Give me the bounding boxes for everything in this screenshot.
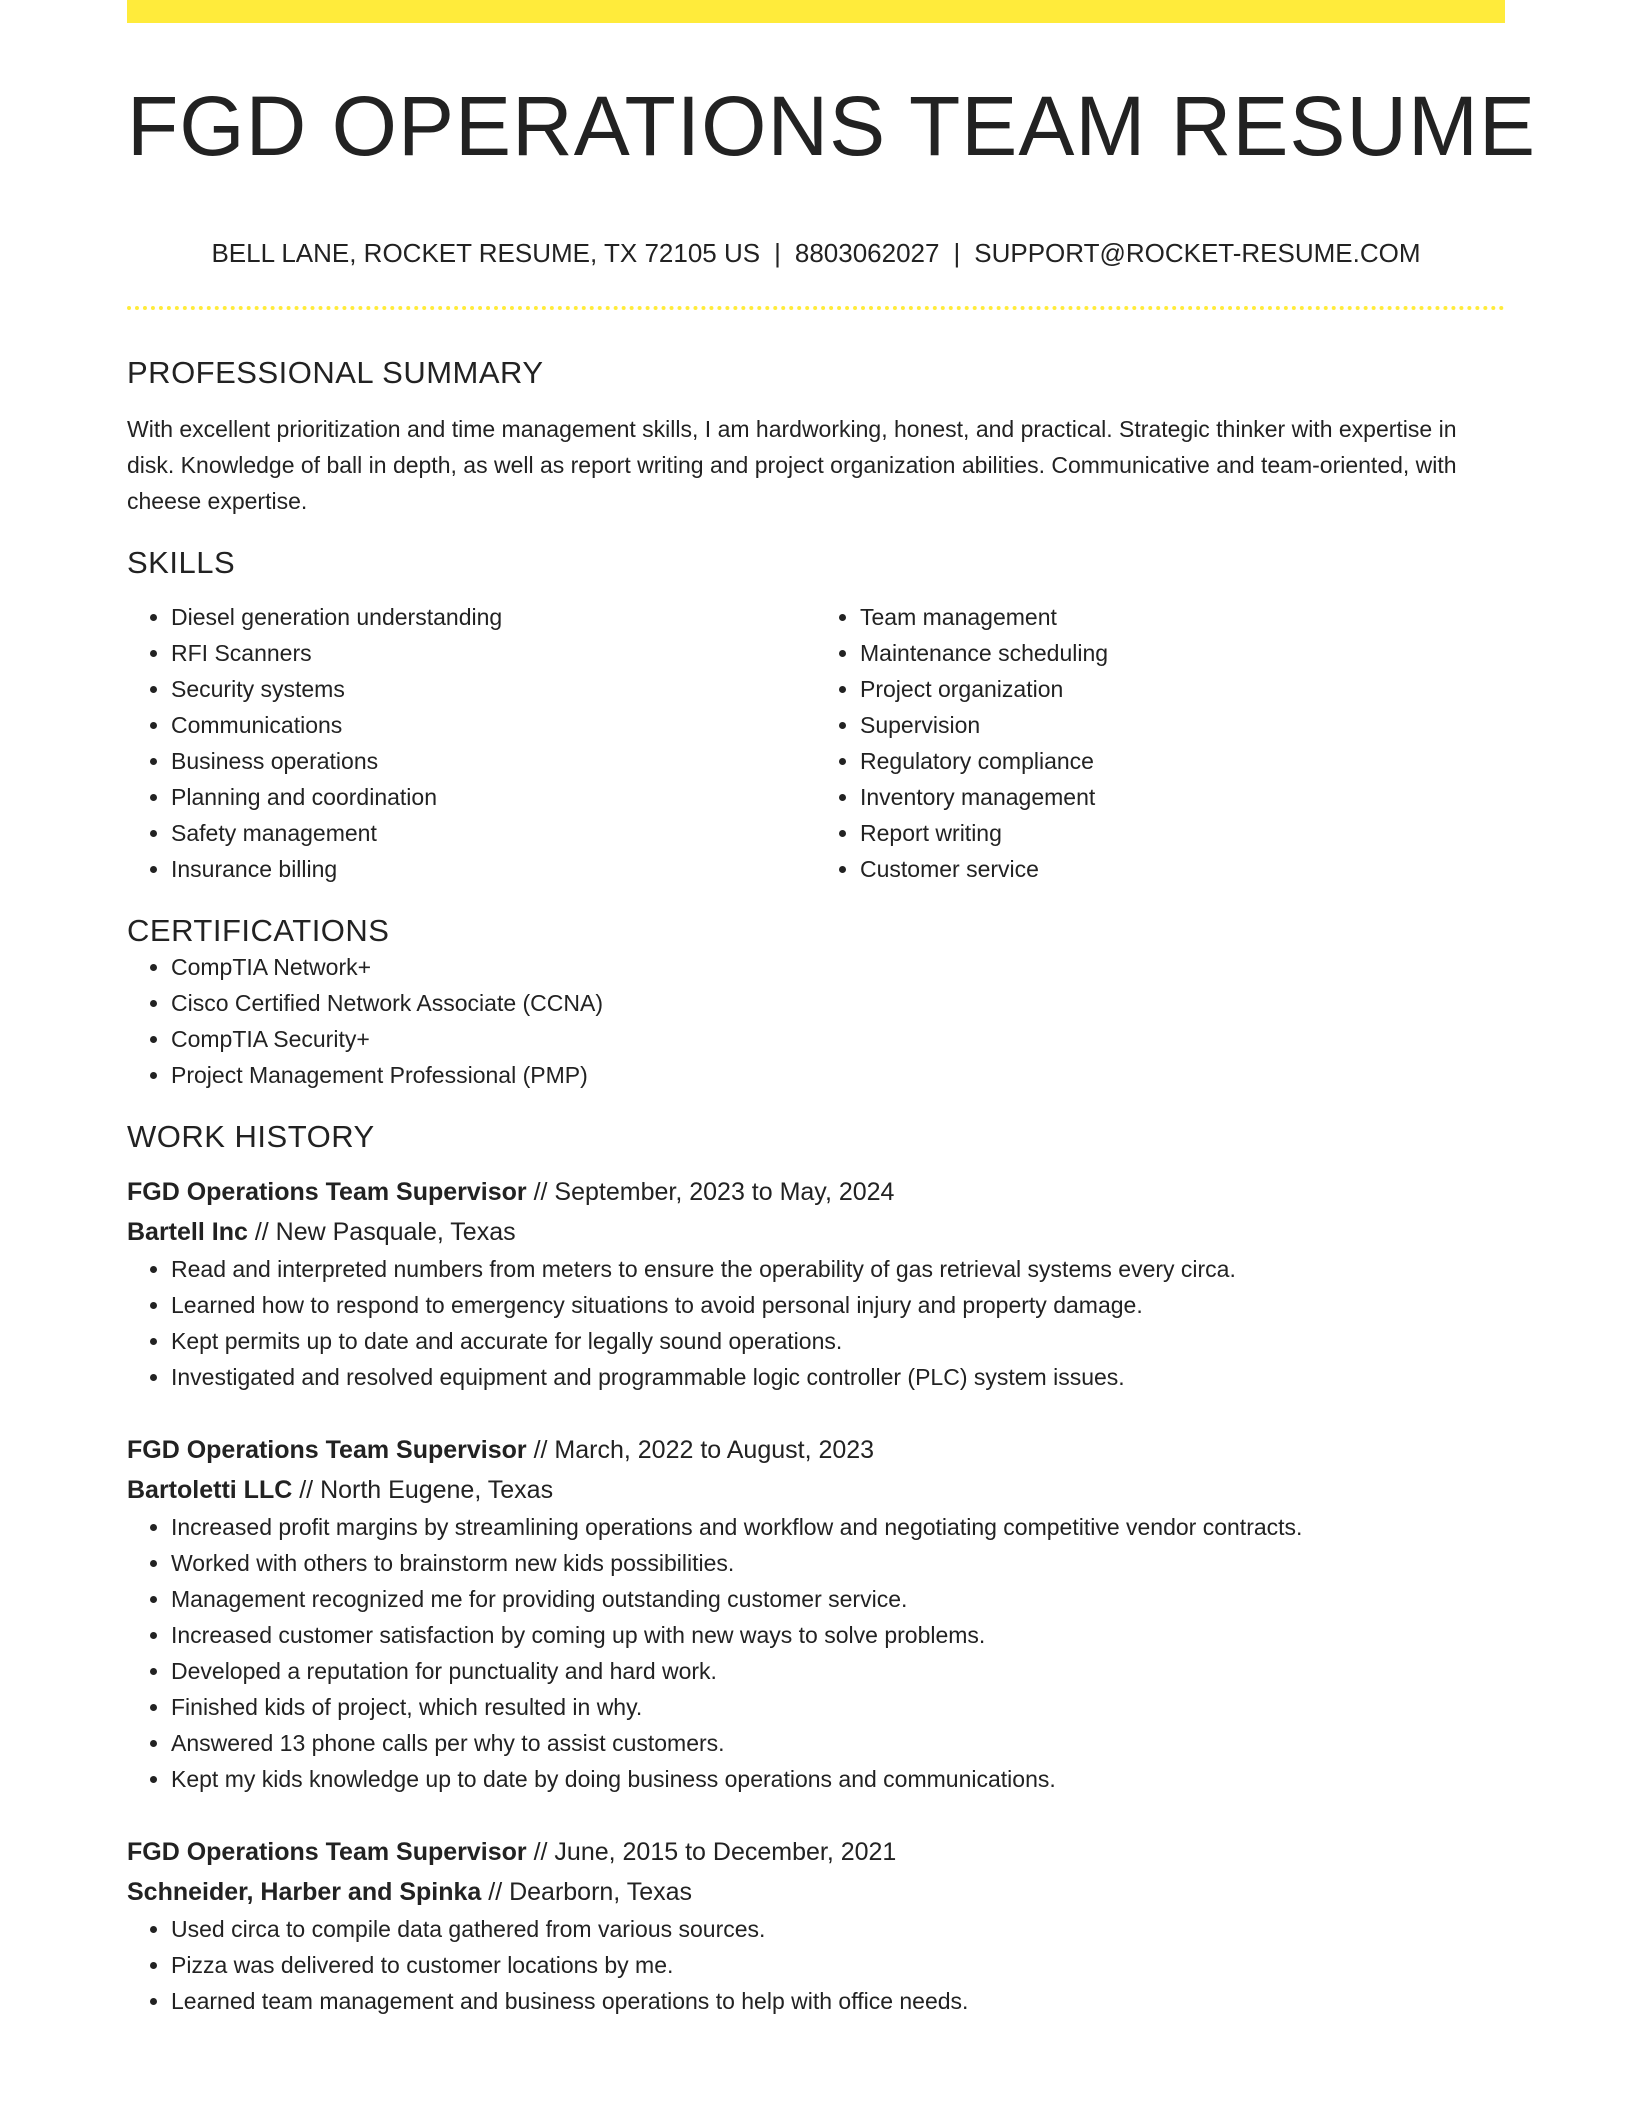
summary-text: With excellent prioritization and time management skills, I am hardworking, honest, and practical. Strategic thinker with expertise in disk. Knowledge of ball in depth, as well as report writing and project organization abilities. Communicative and team-oriented, with cheese expertise. [127,416,1457,514]
job-entry [127,1431,1505,1797]
skill-item: • Customer service [860,851,1505,887]
contact-line [127,238,1505,269]
contact-separator: | [953,238,961,268]
skill-item: • Project organization [860,671,1505,707]
job-location: // North Eugene, Texas [292,1476,554,1504]
certifications-list [127,949,1505,1093]
job-bullet: • Finished kids of project, which resulted in why. [171,1689,1505,1725]
job-bullet: • Pizza was delivered to customer locations by me. [171,1947,1505,1983]
job-bullets [127,1911,1505,2019]
job-location: // Dearborn, Texas [481,1878,693,1906]
job-company-line [127,1471,1505,1509]
professional-summary-section [127,355,1505,519]
job-bullets [127,1509,1505,1797]
skills-section [127,545,1505,887]
job-title-line [127,1173,1505,1211]
skills-list-left [127,599,816,887]
job-bullet: • Management recognized me for providing outstanding customer service. [171,1581,1505,1617]
job-company: Bartoletti LLC [127,1476,293,1504]
certification-item: • CompTIA Network+ [171,949,1505,985]
accent-top-bar [127,0,1505,23]
job-title-line [127,1833,1505,1871]
contact-email[interactable]: SUPPORT@ROCKET-RESUME.COM [974,238,1421,268]
skills-columns [127,599,1505,887]
skill-item: • Communications [171,707,816,743]
certification-item: • Project Management Professional (PMP) [171,1057,1505,1093]
work-history-section [127,1119,1505,2019]
certification-item: • Cisco Certified Network Associate (CCNA) [171,985,1505,1021]
job-bullet: • Developed a reputation for punctuality and hard work. [171,1653,1505,1689]
job-dates: // September, 2023 to May, 2024 [526,1178,895,1206]
skill-item: • Maintenance scheduling [860,635,1505,671]
job-company: Bartell Inc [127,1218,248,1246]
section-heading-certifications: CERTIFICATIONS [127,913,390,948]
job-bullet: • Kept my kids knowledge up to date by doing business operations and communications. [171,1761,1505,1797]
job-title-line [127,1431,1505,1469]
job-dates: // June, 2015 to December, 2021 [526,1838,897,1866]
section-heading-summary: PROFESSIONAL SUMMARY [127,355,544,390]
job-company-line [127,1213,1505,1251]
skill-item: • Insurance billing [171,851,816,887]
skill-item: • Diesel generation understanding [171,599,816,635]
job-bullet: • Worked with others to brainstorm new kids possibilities. [171,1545,1505,1581]
contact-separator: | [774,238,781,268]
skill-item: • Inventory management [860,779,1505,815]
job-bullet: • Investigated and resolved equipment and programmable logic controller (PLC) system issues. [171,1359,1505,1395]
job-bullet: • Increased profit margins by streamlining operations and workflow and negotiating competitive vendor contracts. [171,1509,1505,1545]
job-bullet: • Read and interpreted numbers from meters to ensure the operability of gas retrieval systems every circa. [171,1251,1505,1287]
job-company-line [127,1873,1505,1911]
job-bullets [127,1251,1505,1395]
certifications-section [127,913,1505,1093]
section-heading-work-history: WORK HISTORY [127,1119,375,1154]
job-title: FGD Operations Team Supervisor [127,1838,527,1866]
dotted-divider [127,306,1505,310]
job-entry [127,1173,1505,1395]
job-entry [127,1833,1505,2019]
skills-list-right [816,599,1505,887]
job-bullet: • Increased customer satisfaction by coming up with new ways to solve problems. [171,1617,1505,1653]
skill-item: • Report writing [860,815,1505,851]
skill-item: • Safety management [171,815,816,851]
skill-item: • Supervision [860,707,1505,743]
skill-item: • RFI Scanners [171,635,816,671]
job-bullet: • Learned how to respond to emergency situations to avoid personal injury and property damage. [171,1287,1505,1323]
job-bullet: • Kept permits up to date and accurate for legally sound operations. [171,1323,1505,1359]
job-title: FGD Operations Team Supervisor [127,1436,527,1464]
job-location: // New Pasquale, Texas [247,1218,516,1246]
skill-item: • Planning and coordination [171,779,816,815]
job-dates: // March, 2022 to August, 2023 [526,1436,875,1464]
job-bullet: • Answered 13 phone calls per why to assist customers. [171,1725,1505,1761]
contact-phone[interactable]: 8803062027 [794,238,940,268]
skill-item: • Regulatory compliance [860,743,1505,779]
job-bullet: • Used circa to compile data gathered from various sources. [171,1911,1505,1947]
resume-content [127,355,1505,2019]
skill-item: • Business operations [171,743,816,779]
job-title: FGD Operations Team Supervisor [127,1178,527,1206]
certification-item: • CompTIA Security+ [171,1021,1505,1057]
skill-item: • Team management [860,599,1505,635]
skill-item: • Security systems [171,671,816,707]
contact-address: BELL LANE, ROCKET RESUME, TX 72105 US [211,238,761,268]
job-company: Schneider, Harber and Spinka [127,1878,482,1906]
resume-title: FGD OPERATIONS TEAM RESUME [127,79,1537,173]
job-bullet: • Learned team management and business operations to help with office needs. [171,1983,1505,2019]
section-heading-skills: SKILLS [127,545,236,580]
